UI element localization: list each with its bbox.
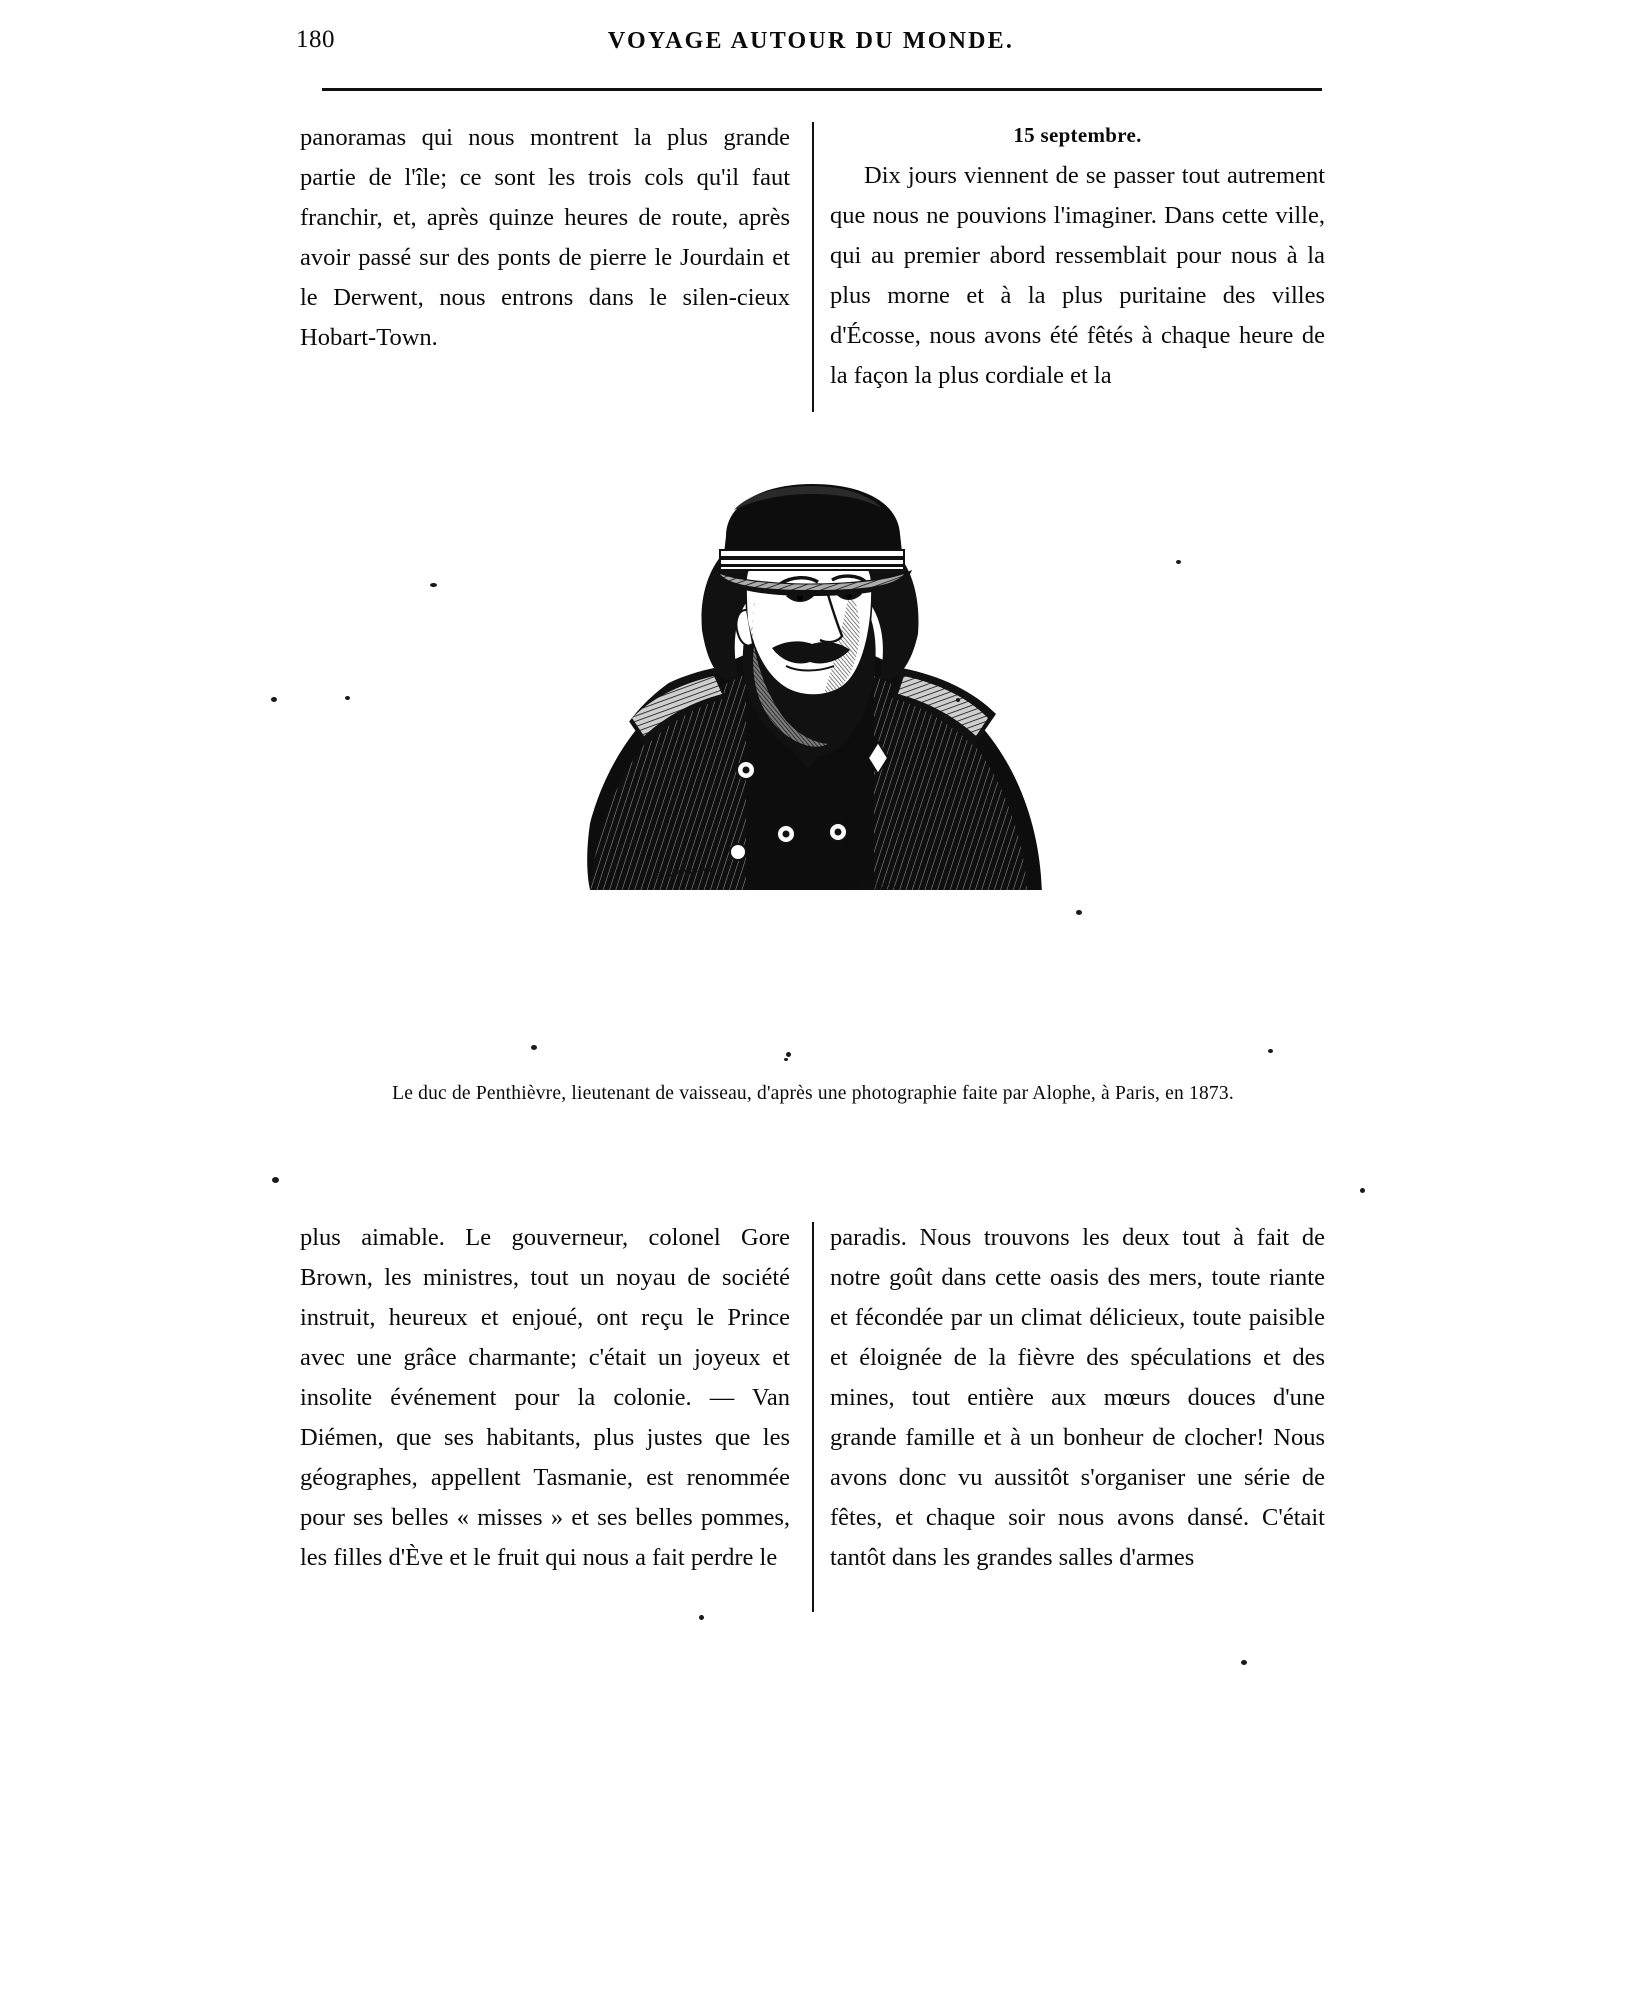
column-upper-right: [830, 118, 1325, 396]
column-upper-left: [300, 118, 790, 358]
portrait-engraving: [550, 470, 1070, 1050]
dateline: 15 septembre.: [1013, 123, 1142, 147]
paper-speck: [271, 697, 277, 702]
paper-speck: [1241, 1660, 1247, 1665]
page-title: VOYAGE AUTOUR DU MONDE.: [607, 28, 1015, 54]
paper-speck: [1176, 560, 1181, 564]
column-divider-upper: [812, 122, 814, 412]
paragraph-lower-left: plus aimable. Le gouverneur, colonel Gore Brown, les ministres, tout un noyau de société instruit, heureux et enjoué, ont reçu le Prince avec une grâce charmante; c'était un joyeux et insolite événement pour la colonie. — Van Diémen, que ses habitants, plus justes que les géographes, appellent Tasmanie, est renommée pour ses belles « misses » et ses belles pommes, les filles d'Ève et le fruit qui nous a fait perdre le: [300, 1224, 790, 1571]
paper-speck: [272, 1177, 279, 1183]
paper-speck: [784, 1058, 788, 1061]
paragraph-upper-left: panoramas qui nous montrent la plus grande partie de l'île; ce sont les trois cols qu'il faut franchir, et, après quinze heures de route, après avoir passé sur des ponts de pierre le Jourdain et le Derwent, nous entrons dans le silen-cieux Hobart-Town.: [300, 124, 790, 351]
column-lower-left: [300, 1218, 790, 1578]
paper-speck: [956, 698, 960, 702]
paragraph-upper-right: Dix jours viennent de se passer tout autrement que nous ne pouvions l'imaginer. Dans cette ville, qui au premier abord ressemblait pour nous à la plus morne et à la plus puritaine des villes d'Écosse, nous avons été fêtés à chaque heure de la façon la plus cordiale et la: [830, 162, 1325, 389]
paper-speck: [1268, 1049, 1273, 1053]
paper-speck: [786, 1052, 791, 1057]
column-divider-lower: [812, 1222, 814, 1612]
svg-text:G. STOFFY SC.: G. STOFFY SC.: [653, 865, 719, 880]
figure-caption: Le duc de Penthièvre, lieutenant de vaisseau, d'après une photographie faite par Alophe, à Paris, en 1873.: [392, 1083, 1234, 1104]
page-folio: 180: [296, 26, 335, 53]
paper-speck: [1076, 910, 1082, 915]
paper-speck: [345, 696, 350, 700]
svg-text:L. BRETON: L. BRETON: [850, 882, 898, 892]
paper-speck: [699, 1615, 704, 1620]
paper-speck: [531, 1045, 537, 1050]
paper-speck: [430, 583, 437, 587]
running-head: [296, 26, 1326, 60]
figure-block: [300, 470, 1326, 1130]
column-lower-right: [830, 1218, 1325, 1578]
paper-speck: [1360, 1188, 1365, 1193]
header-rule: [322, 88, 1322, 91]
paragraph-lower-right: paradis. Nous trouvons les deux tout à fait de notre goût dans cette oasis des mers, toute riante et fécondée par un climat délicieux, toute paisible et éloignée de la fièvre des spéculations et des mines, tout entière aux mœurs douces d'une grande famille et à un bonheur de clocher! Nous avons donc vu aussitôt s'organiser une série de fêtes, et chaque soir nous avons dansé. C'était tantôt dans les grandes salles d'armes: [830, 1224, 1325, 1571]
